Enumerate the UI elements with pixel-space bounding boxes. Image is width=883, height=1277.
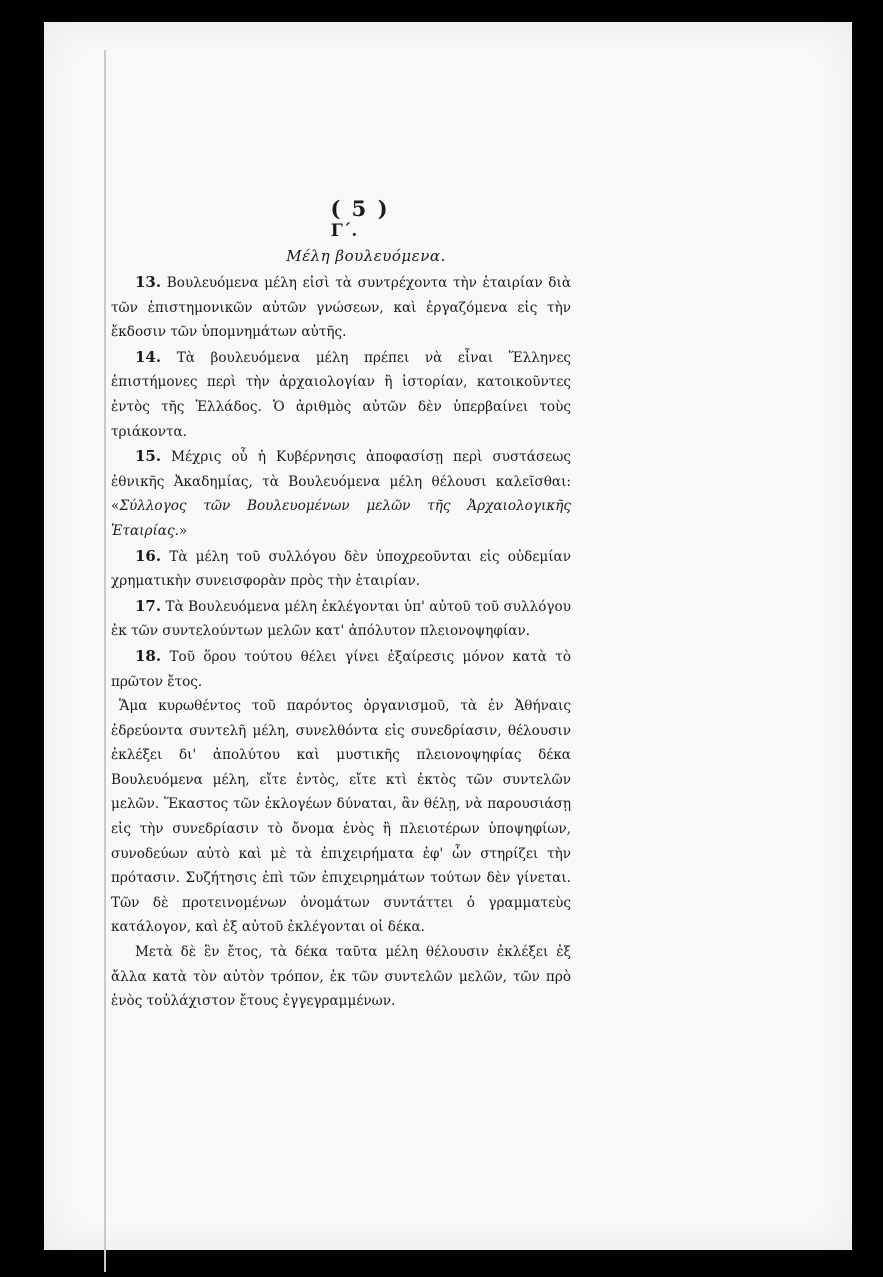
page-text-block — [111, 196, 571, 1014]
article-number: 16. — [135, 546, 162, 565]
paragraph-text: Μέχρις οὗ ἡ Κυβέρνησις ἀποφασίσῃ περὶ συστάσεως ἐθνικῆς Ἀκαδημίας, τὰ Βουλευόμενα μέλη θέλουσι καλεῖσθαι: « — [111, 449, 572, 515]
paragraph-text: Τὰ βουλευόμενα μέλη πρέπει νὰ εἶναι Ἕλληνες ἐπιστήμονες περὶ τὴν ἀρχαιολογίαν ἢ ἱστορίαν, κατοικοῦντες ἐντὸς τῆς Ἑλλάδος. Ὁ ἀριθμὸς αὐτῶν δὲν ὑπερβαίνει τοὺς τριάκοντα. — [111, 349, 571, 440]
paragraph-15 — [111, 444, 571, 543]
article-number: 14. — [135, 347, 162, 366]
paragraph-text: Ἅμα κυρωθέντος τοῦ παρόντος ὀργανισμοῦ, τὰ ἐν Ἀθήναις ἑδρεύοντα συντελῆ μέλη, συνελθόντα εἰς συνεδρίασιν, θέλουσιν ἐκλέξει δι' ἀπολύτου καὶ μυστικῆς πλειονοψηφίας δέκα Βουλευόμενα μέλη, εἴτε ἐντὸς, εἴτε κτὶ ἐκτὸς τῶν συντελῶν μελῶν. Ἕκαστος τῶν ἐκλογέων δύναται, ἂν θέλῃ, νὰ παρουσιάσῃ εἰς τὴν συνεδρίασιν τὸ ὄνομα ἑνὸς ἢ πλειοτέρων ὑποψηφίων, συνοδεύων αὐτὸ καὶ μὲ τὰ ἐπιχειρήματα ἐφ' ὧν στηρίζει τὴν πρότασιν. Συζήτησις ἐπὶ τῶν ἐπιχειρημάτων τούτων δὲν γίνεται. Τῶν δὲ προτεινομένων ὀνομάτων συντάττει ὁ γραμματεὺς κατάλογον, καὶ ἐξ αὐτοῦ ἐκλέγονται οἱ δέκα. — [111, 698, 571, 936]
page-fold-line — [104, 50, 106, 1272]
society-name-italic: Σύλλογος τῶν Βουλευομένων μελῶν τῆς Ἀρχαιολογικῆς Ἑταιρίας. — [111, 498, 571, 539]
paragraph-14 — [111, 345, 571, 444]
section-number: Γ΄. — [330, 221, 358, 241]
article-number: 17. — [135, 596, 162, 615]
article-number: 15. — [135, 447, 162, 466]
paragraph-text: Μετὰ δὲ ἓν ἔτος, τὰ δέκα ταῦτα μέλη θέλουσιν ἐκλέξει ἐξ ἄλλα κατὰ τὸν αὐτὸν τρόπον, ἐκ τῶν συντελῶν μελῶν, τῶν πρὸ ἑνὸς τοὐλάχιστον ἔτους ἐγγεγραμμένων. — [111, 944, 571, 1010]
paragraph-13 — [111, 270, 571, 345]
closing-quote: » — [178, 522, 188, 539]
paragraph-text: Βουλευόμενα μέλη εἰσὶ τὰ συντρέχοντα τὴν ἑταιρίαν διὰ τῶν ἐπιστημονικῶν αὐτῶν γνώσεων, καὶ ἐργαζόμενα εἰς τὴν ἔκδοσιν τῶν ὑπομνημάτων αὐτῆς. — [111, 275, 571, 341]
paragraph-transitional — [111, 694, 571, 940]
article-number: 18. — [135, 646, 162, 665]
section-title: Μέλη βουλευόμενα. — [286, 247, 446, 265]
paragraph-after-one-year — [111, 940, 571, 1014]
paragraph-text: Τοῦ ὅρου τούτου θέλει γίνει ἐξαίρεσις μόνον κατὰ τὸ πρῶτον ἔτος. — [111, 648, 571, 690]
page-number: ( 5 ) — [330, 196, 390, 221]
paragraph-16 — [111, 544, 571, 594]
paragraph-text: Τὰ Βουλευόμενα μέλη ἐκλέγονται ὑπ' αὐτοῦ τοῦ συλλόγου ἐκ τῶν συντελούντων μελῶν κατ' ἀπόλυτον πλειονοψηφίαν. — [111, 598, 571, 640]
article-number: 13. — [135, 273, 162, 291]
paragraph-17 — [111, 594, 571, 644]
paragraph-text: Τὰ μέλη τοῦ συλλόγου δὲν ὑποχρεοῦνται εἰς οὐδεμίαν χρηματικὴν συνεισφορὰν πρὸς τὴν ἑταιρίαν. — [111, 548, 571, 590]
paragraph-18 — [111, 644, 571, 694]
